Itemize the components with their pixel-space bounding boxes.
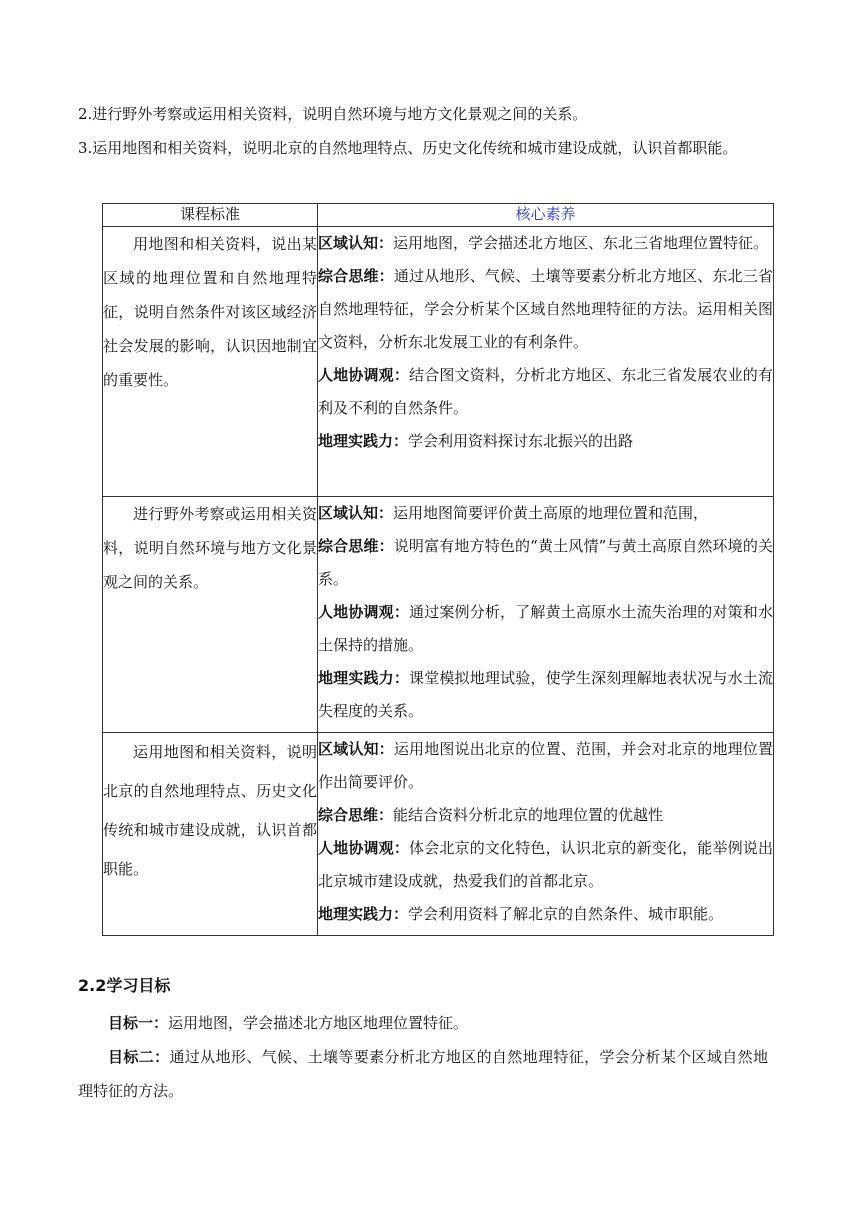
core-item-text: 运用地图说出北京的位置、范围，并会对北京的地理位置作出简要评价。 xyxy=(318,740,773,791)
header-core-literacy: 核心素养 xyxy=(318,204,774,227)
core-item-text: 课堂模拟地理试验，使学生深刻理解地表状况与水土流失程度的关系。 xyxy=(318,669,773,720)
core-item-key: 地理实践力： xyxy=(318,669,410,687)
goal-text: 运用地图，学会描述北方地区地理位置特征。 xyxy=(168,1014,469,1032)
core-item xyxy=(318,733,773,799)
table-row xyxy=(103,227,774,497)
core-item-key: 区域认知： xyxy=(318,234,394,252)
core-item-key: 综合思维： xyxy=(318,537,394,555)
core-item xyxy=(318,227,773,260)
core-item-key: 人地协调观： xyxy=(318,366,410,384)
core-item xyxy=(318,425,773,458)
core-item-text: 结合图文资料，分析北方地区、东北三省发展农业的有利及不利的自然条件。 xyxy=(318,366,773,417)
core-item xyxy=(318,596,773,662)
core-item-text: 能结合资料分析北京的地理位置的优越性 xyxy=(393,806,664,824)
core-item-key: 地理实践力： xyxy=(318,432,409,450)
core-item-key: 人地协调观： xyxy=(318,839,410,857)
core-item xyxy=(318,359,773,425)
core-item-key: 人地协调观： xyxy=(318,603,410,621)
core-item-text: 说明富有地方特色的“黄土风情”与黄土高原自然环境的关系。 xyxy=(318,537,773,588)
core-item-text: 体会北京的文化特色，认识北京的新变化，能举例说出北京城市建设成就，热爱我们的首都北京。 xyxy=(318,839,773,890)
core-item xyxy=(318,497,773,530)
core-item-text: 学会利用资料探讨东北振兴的出路 xyxy=(408,432,634,450)
core-item-key: 区域认知： xyxy=(318,504,394,522)
core-item-text: 运用地图简要评价黄土高原的地理位置和范围， xyxy=(393,504,709,522)
section-title: 2.2学习目标 xyxy=(78,976,171,995)
table-header-row xyxy=(103,204,774,227)
core-item xyxy=(318,530,773,596)
core-item-key: 综合思维： xyxy=(318,806,394,824)
core-item xyxy=(318,799,773,832)
standard-cell: 用地图和相关资料，说出某区域的地理位置和自然地理特征，说明自然条件对该区域经济社会发展的影响，认识因地制宜的重要性。 xyxy=(103,227,318,497)
goal-item xyxy=(78,1006,768,1040)
table-row xyxy=(103,497,774,733)
core-item xyxy=(318,662,773,728)
core-item-text: 通过案例分析，了解黄土高原水土流失治理的对策和水土保持的措施。 xyxy=(318,603,773,654)
curriculum-table xyxy=(102,203,774,936)
core-item-key: 地理实践力： xyxy=(318,905,409,923)
core-item xyxy=(318,898,773,931)
core-cell xyxy=(318,497,774,733)
core-item xyxy=(318,260,773,359)
intro-line-2: 2.进行野外考察或运用相关资料，说明自然环境与地方文化景观之间的关系。 xyxy=(78,105,588,123)
header-course-standard: 课程标准 xyxy=(103,204,318,227)
table-row xyxy=(103,733,774,936)
intro-line-3: 3.运用地图和相关资料，说明北京的自然地理特点、历史文化传统和城市建设成就，认识首都职能。 xyxy=(78,139,738,157)
goal-key: 目标一： xyxy=(108,1014,169,1032)
standard-cell: 进行野外考察或运用相关资料，说明自然环境与地方文化景观之间的关系。 xyxy=(103,497,318,733)
goal-text: 通过从地形、气候、土壤等要素分析北方地区的自然地理特征，学会分析某个区域自然地理特征的方法。 xyxy=(78,1048,768,1100)
core-item-key: 区域认知： xyxy=(318,740,394,758)
goal-item xyxy=(78,1040,768,1108)
core-item-text: 学会利用资料了解北京的自然条件、城市职能。 xyxy=(408,905,724,923)
standard-cell: 运用地图和相关资料，说明北京的自然地理特点、历史文化传统和城市建设成就，认识首都职能。 xyxy=(103,733,318,936)
core-cell xyxy=(318,733,774,936)
core-item-text: 运用地图，学会描述北方地区、东北三省地理位置特征。 xyxy=(393,234,769,252)
goal-key: 目标二： xyxy=(108,1048,170,1066)
core-item-key: 综合思维： xyxy=(318,267,394,285)
core-item-text: 通过从地形、气候、土壤等要素分析北方地区、东北三省自然地理特征，学会分析某个区域自然地理特征的方法。运用相关图文资料，分析东北发展工业的有利条件。 xyxy=(318,267,773,351)
core-cell xyxy=(318,227,774,497)
core-item xyxy=(318,832,773,898)
